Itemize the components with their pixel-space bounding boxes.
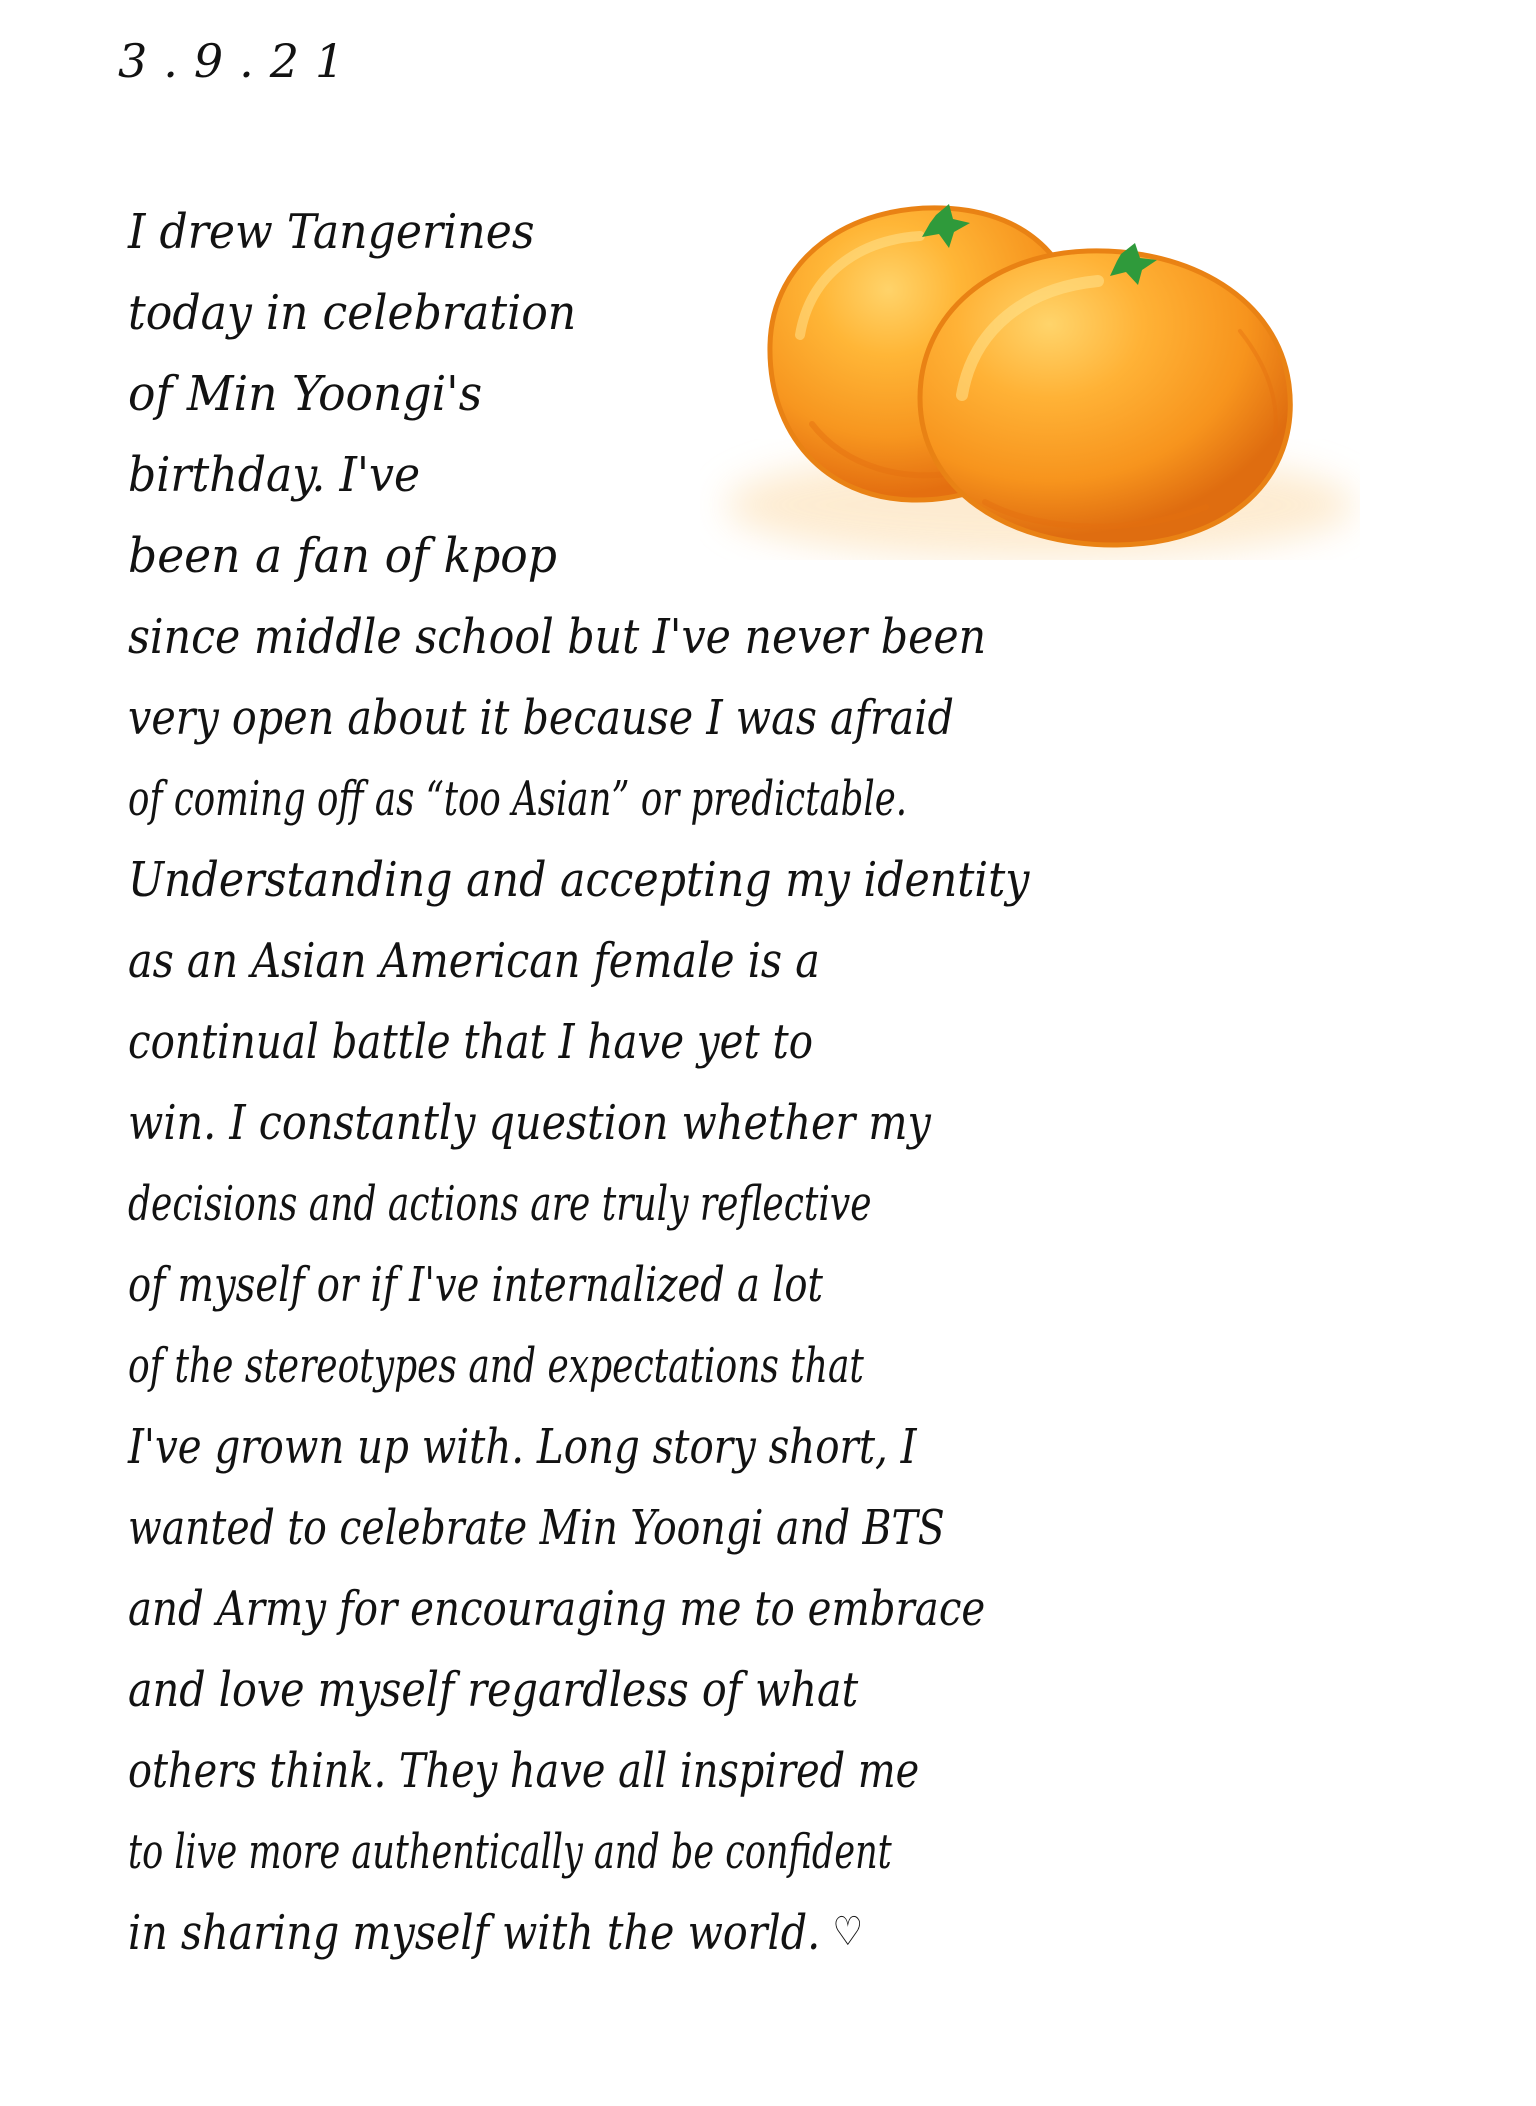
note-line-17: wanted to celebrate Min Yoongi and BTS [128, 1500, 945, 1556]
note-line-3: of Min Yoongi's [128, 366, 483, 422]
note-line-6: since middle school but I've never been [128, 609, 987, 665]
note-line-20: others think. They have all inspired me [128, 1743, 920, 1799]
note-line-8: of coming off as “too Asian” or predictable. [128, 771, 908, 827]
note-line-12: win. I constantly question whether my [128, 1095, 931, 1151]
note-line-1: I drew Tangerines [128, 204, 535, 260]
note-line-11: continual battle that I have yet to [128, 1014, 814, 1070]
note-line-14: of myself or if I've internalized a lot [128, 1257, 823, 1313]
note-line-19: and love myself regardless of what [128, 1662, 859, 1718]
tangerine-illustration [700, 180, 1360, 560]
note-line-22-text: in sharing myself with the world. [128, 1905, 821, 1961]
note-line-21: to live more authentically and be confident [128, 1824, 892, 1880]
note-line-7: very open about it because I was afraid [128, 690, 954, 746]
note-line-16: I've grown up with. Long story short, I [128, 1419, 917, 1475]
note-line-18: and Army for encouraging me to embrace [128, 1581, 986, 1637]
note-line-10: as an Asian American female is a [128, 933, 820, 989]
note-line-15: of the stereotypes and expectations that [128, 1338, 864, 1394]
journal-date: 3.9.21 [118, 34, 361, 88]
note-line-9: Understanding and accepting my identity [128, 852, 1030, 908]
note-line-2: today in celebration [128, 285, 577, 341]
note-line-22 [128, 1905, 864, 1961]
heart-icon: ♡ [832, 1909, 864, 1955]
note-line-5: been a fan of kpop [128, 528, 557, 584]
tangerine-right [920, 251, 1290, 545]
note-line-13: decisions and actions are truly reflective [128, 1176, 872, 1232]
note-line-4: birthday. I've [128, 447, 421, 503]
